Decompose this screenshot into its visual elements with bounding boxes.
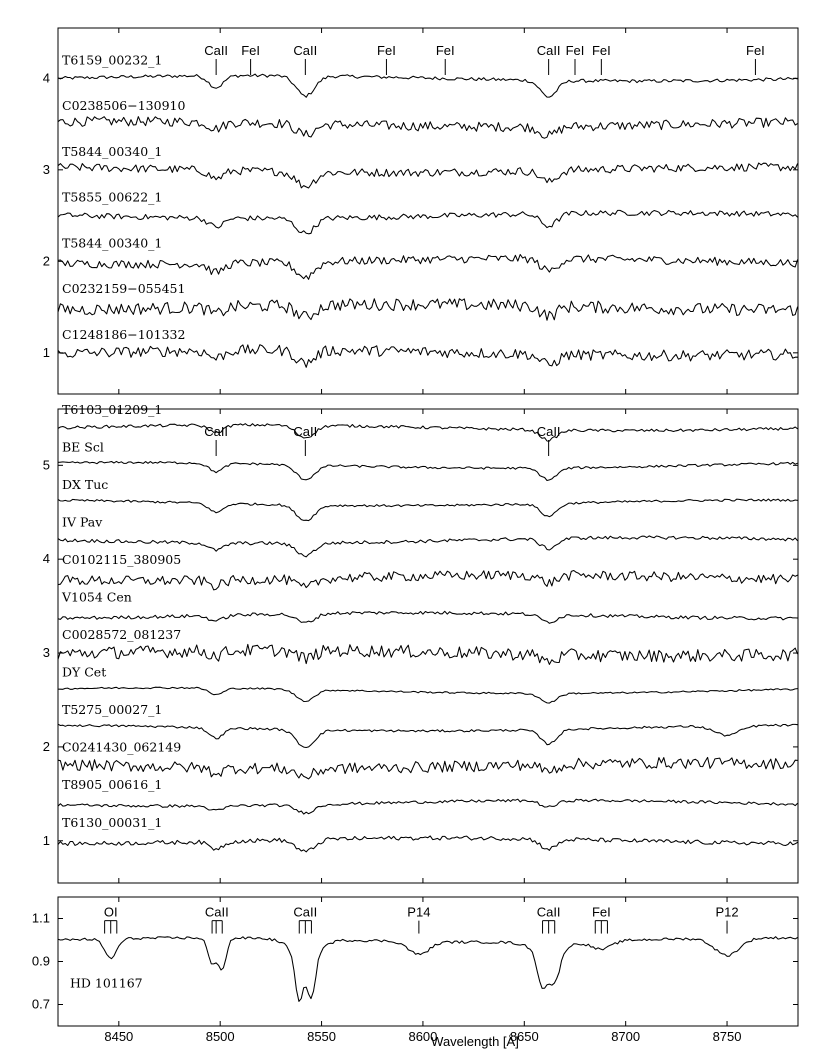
line-marker-label: FeI [565, 43, 585, 58]
spectrum-label: T8905_00616_1 [62, 777, 163, 793]
y-tick-label: 1 [42, 344, 50, 360]
line-marker-label: FeI [435, 43, 455, 58]
line-marker-label: CaII [293, 424, 318, 439]
spectrum-label: C0028572_081237 [62, 627, 182, 643]
x-tick-label: 8700 [611, 1029, 641, 1044]
spectrum-line [58, 210, 798, 233]
spectrum-line [58, 499, 798, 521]
spectrum-line [58, 799, 798, 814]
spectrum-line [58, 345, 798, 368]
spectrum-line [58, 299, 798, 320]
line-marker-label: CaII [204, 43, 229, 58]
spectrum-line [58, 757, 798, 779]
line-marker-label: CaII [293, 904, 318, 920]
line-marker-label: FeI [746, 43, 765, 58]
spectrum-label: IV Pav [62, 514, 103, 530]
spectrum-line [58, 937, 798, 1002]
line-marker-label: CaII [204, 424, 229, 439]
line-marker-label: FeI [377, 43, 396, 58]
line-marker-label: CaII [536, 424, 561, 439]
y-tick-label: 0.9 [31, 953, 50, 969]
x-tick-label: 8750 [712, 1029, 742, 1044]
spectrum-label: T5855_00622_1 [62, 189, 163, 205]
y-tick-label: 3 [42, 645, 50, 661]
x-tick-label: 8650 [509, 1029, 539, 1044]
spectrum-label: T6103_01209_1 [62, 401, 163, 417]
spectrum-label: DX Tuc [62, 476, 109, 492]
spectrum-line [58, 644, 798, 664]
spectrum-line [58, 687, 798, 703]
spectrum-line [58, 255, 798, 280]
line-marker-label: CaII [536, 43, 561, 58]
spectrum-line [58, 74, 798, 97]
top-panel [43, 28, 798, 394]
plot-frame [58, 409, 798, 883]
line-marker-label: FeI [591, 43, 611, 58]
x-tick-label: 8450 [104, 1029, 134, 1044]
spectrum-label: C0241430_062149 [62, 739, 182, 755]
y-tick-label: 4 [42, 70, 50, 86]
x-axis-title: Wavelength [Å] [431, 1034, 519, 1049]
middle-panel [43, 402, 798, 883]
spectrum-label: C0232159−055451 [62, 281, 186, 297]
spectrum-label: T6130_00031_1 [62, 814, 163, 830]
bottom-panel [32, 897, 798, 1044]
spectrum-label: DY Cet [62, 664, 107, 680]
spectrum-line [58, 424, 798, 441]
spectrum-line [58, 117, 798, 139]
x-tick-label: 8500 [205, 1029, 235, 1044]
line-marker-label: CaII [293, 43, 318, 58]
spectrum-line [58, 836, 798, 852]
x-tick-label: 8600 [408, 1029, 438, 1044]
line-marker-label: CaII [536, 904, 561, 920]
spectrum-label: T6159_00232_1 [62, 52, 163, 68]
x-tick-label: 8550 [307, 1029, 337, 1044]
spectrum-line [58, 611, 798, 623]
y-tick-label: 1 [42, 832, 50, 848]
line-marker-label: CaII [204, 904, 229, 920]
spectrum-label: V1054 Cen [62, 589, 132, 605]
spectrum-line [58, 571, 798, 590]
spectrum-label: BE Scl [62, 439, 104, 455]
y-tick-label: 2 [42, 738, 50, 754]
line-marker-label: OI [103, 904, 118, 920]
spectrum-label: T5844_00340_1 [62, 235, 163, 251]
spectrum-label: T5275_00027_1 [62, 702, 163, 718]
spectrum-label: C1248186−101332 [62, 326, 186, 342]
y-tick-label: 2 [42, 253, 50, 269]
spectrum-label: C0238506−130910 [62, 98, 186, 114]
spectrum-label: C0102115_380905 [62, 551, 182, 567]
y-tick-label: 5 [42, 457, 50, 473]
spectrum-label: T5844_00340_1 [62, 143, 163, 159]
y-tick-label: 3 [42, 161, 50, 177]
spectrum-line [58, 163, 798, 188]
line-marker-label: FeI [241, 43, 261, 58]
line-marker-label: P12 [715, 904, 739, 920]
spectrum-label: HD 101167 [70, 975, 143, 991]
y-tick-label: 0.7 [31, 996, 50, 1012]
y-tick-label: 1.1 [31, 910, 50, 926]
line-marker-label: P14 [407, 904, 431, 920]
y-tick-label: 4 [42, 551, 50, 567]
spectrum-line [58, 461, 798, 480]
line-marker-label: FeI [591, 904, 611, 920]
